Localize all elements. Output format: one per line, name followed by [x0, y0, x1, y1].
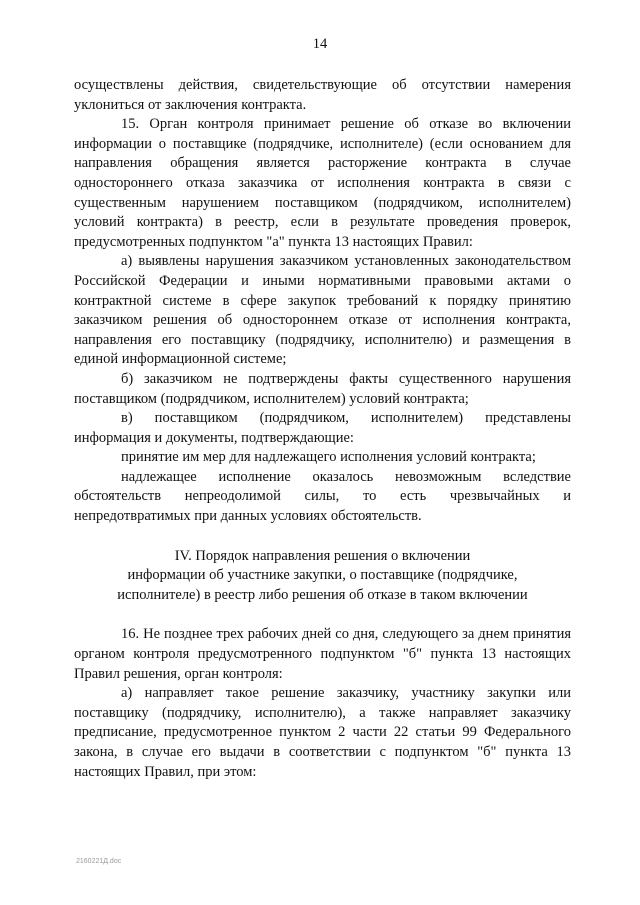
section-heading-line-1: IV. Порядок направления решения о включении: [174, 547, 471, 564]
footer-document-code: 2160221Д.doc: [76, 858, 122, 865]
paragraph-15-v-item-2: надлежащее исполнение оказалось невозможным вследствие обстоятельств непреодолимой силы, то есть чрезвычайных и непредотвратимых при данных условиях обстоятельств.: [74, 468, 571, 525]
paragraph-15-a: а) выявлены нарушения заказчиком установленных законодательством Российской Федерации и иными нормативными правовыми актами о контрактной системе в сфере закупок требований к порядку принятию заказчиком решения об одностороннем отказе от исполнения контракта, направления его поставщику (подрядчику, исполнителю) и размещения в единой информационной системе;: [74, 253, 571, 368]
page-number: 14: [312, 36, 328, 52]
section-heading-line-2: информации об участнике закупки, о поставщике (подрядчике,: [127, 567, 518, 584]
paragraph-15: 15. Орган контроля принимает решение об отказе во включении информации о поставщике (подрядчике, исполнителе) (если основанием для направления обращения является расторжение контракта в случае одностороннего отказа заказчика от исполнения контракта в связи с существенным нарушением поставщиком (подрядчиком, исполнителем) условий контракта) в реестр, если в результате проведения проверок, предусмотренных подпунктом "а" пункта 13 настоящих Правил:: [74, 116, 571, 250]
section-heading-line-3: исполнителе) в реестр либо решения об отказе в таком включении: [117, 586, 528, 603]
paragraph-15-v: в) поставщиком (подрядчиком, исполнителем) представлены информация и документы, подтверждающие:: [74, 410, 571, 446]
paragraph-15-b: б) заказчиком не подтверждены факты существенного нарушения поставщиком (подрядчиком, исполнителем) условий контракта;: [74, 370, 571, 407]
paragraph-15-v-item-1: принятие им мер для надлежащего исполнения условий контракта;: [121, 449, 536, 466]
paragraph-continuation: осуществлены действия, свидетельствующие об отсутствии намерения уклониться от заключения контракта.: [74, 77, 571, 113]
document-body: [74, 76, 571, 782]
paragraph-16: 16. Не позднее трех рабочих дней со дня, следующего за днем принятия органом контроля предусмотренного подпунктом "б" пункта 13 настоящих Правил решения, орган контроля:: [74, 626, 571, 682]
section-heading: [74, 547, 571, 606]
paragraph-16-a: а) направляет такое решение заказчику, участнику закупки или поставщику (подрядчику, исполнителю), а также направляет заказчику предписание, предусмотренное пунктом 2 части 22 статьи 99 Федерального закона, в случае его выдачи в соответствии с подпунктом "б" пункта 13 настоящих Правил, при этом:: [74, 685, 571, 780]
